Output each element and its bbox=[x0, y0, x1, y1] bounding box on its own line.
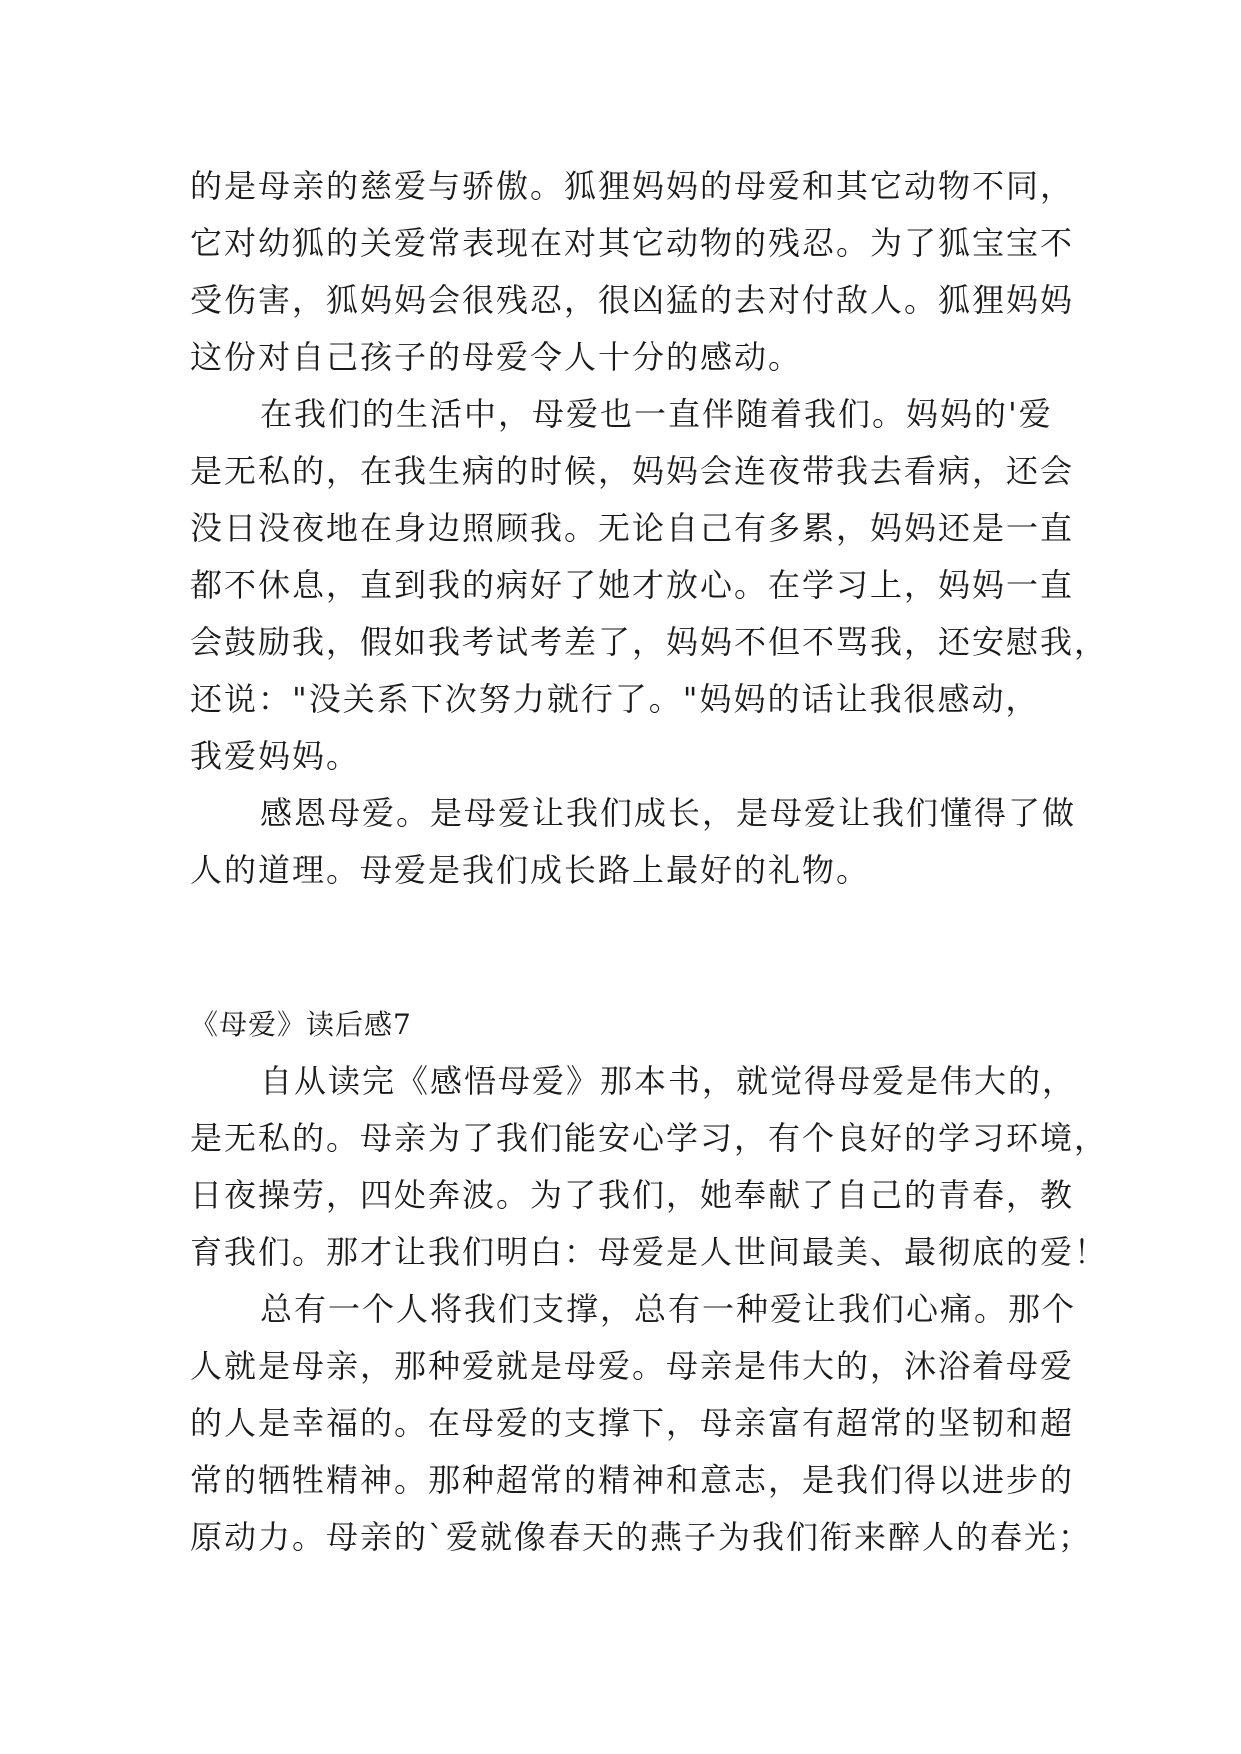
text-line: 的是母亲的慈爱与骄傲。狐狸妈妈的母爱和其它动物不同， bbox=[190, 167, 1075, 205]
text-line: 它对幼狐的关爱常表现在对其它动物的残忍。为了狐宝宝不 bbox=[190, 224, 1075, 262]
text-line: 感恩母爱。是母爱让我们成长，是母爱让我们懂得了做 bbox=[260, 794, 1077, 832]
text-line: 自从读完《感悟母爱》那本书，就觉得母爱是伟大的， bbox=[260, 1062, 1077, 1100]
paragraph-mother-in-life bbox=[190, 386, 1109, 785]
paragraph-book-reflection bbox=[190, 1053, 1109, 1281]
text-line: 都不休息，直到我的病好了她才放心。在学习上，妈妈一直 bbox=[190, 566, 1075, 604]
text-line: 还说："没关系下次努力就行了。"妈妈的话让我很感动， bbox=[190, 680, 1040, 718]
paragraph-mother-support bbox=[190, 1281, 1093, 1566]
text-line: 是无私的。母亲为了我们能安心学习，有个良好的学习环境， bbox=[190, 1119, 1109, 1157]
document-body bbox=[190, 158, 1109, 1566]
text-line: 在我们的生活中，母爱也一直伴随着我们。妈妈的'爱 bbox=[260, 395, 1053, 433]
text-line: 是无私的，在我生病的时候，妈妈会连夜带我去看病，还会 bbox=[190, 452, 1075, 490]
section-heading: 《母爱》读后感7 bbox=[190, 1008, 412, 1041]
section-gap bbox=[190, 899, 1070, 996]
paragraph-gratitude bbox=[190, 785, 1077, 899]
text-line: 我爱妈妈。 bbox=[190, 737, 361, 775]
text-line: 人的道理。母爱是我们成长路上最好的礼物。 bbox=[190, 851, 871, 889]
paragraph-fox-mother bbox=[190, 158, 1075, 386]
text-line: 日夜操劳，四处奔波。为了我们，她奉献了自己的青春，教 bbox=[190, 1176, 1075, 1214]
text-line: 的人是幸福的。在母爱的支撑下，母亲富有超常的坚韧和超 bbox=[190, 1404, 1075, 1442]
text-line: 原动力。母亲的`爱就像春天的燕子为我们衔来醉人的春光； bbox=[190, 1518, 1093, 1556]
text-line: 这份对自己孩子的母爱令人十分的感动。 bbox=[190, 338, 803, 376]
text-line: 没日没夜地在身边照顾我。无论自己有多累，妈妈还是一直 bbox=[190, 509, 1075, 547]
text-line: 总有一个人将我们支撑，总有一种爱让我们心痛。那个 bbox=[260, 1290, 1077, 1328]
text-line: 人就是母亲，那种爱就是母爱。母亲是伟大的，沐浴着母爱 bbox=[190, 1347, 1075, 1385]
text-line: 育我们。那才让我们明白：母爱是人世间最美、最彻底的爱！ bbox=[190, 1233, 1109, 1271]
text-line: 受伤害，狐妈妈会很残忍，很凶猛的去对付敌人。狐狸妈妈 bbox=[190, 281, 1075, 319]
text-line: 会鼓励我，假如我考试考差了，妈妈不但不骂我，还安慰我， bbox=[190, 623, 1109, 661]
text-line: 常的牺牲精神。那种超常的精神和意志，是我们得以进步的 bbox=[190, 1461, 1075, 1499]
